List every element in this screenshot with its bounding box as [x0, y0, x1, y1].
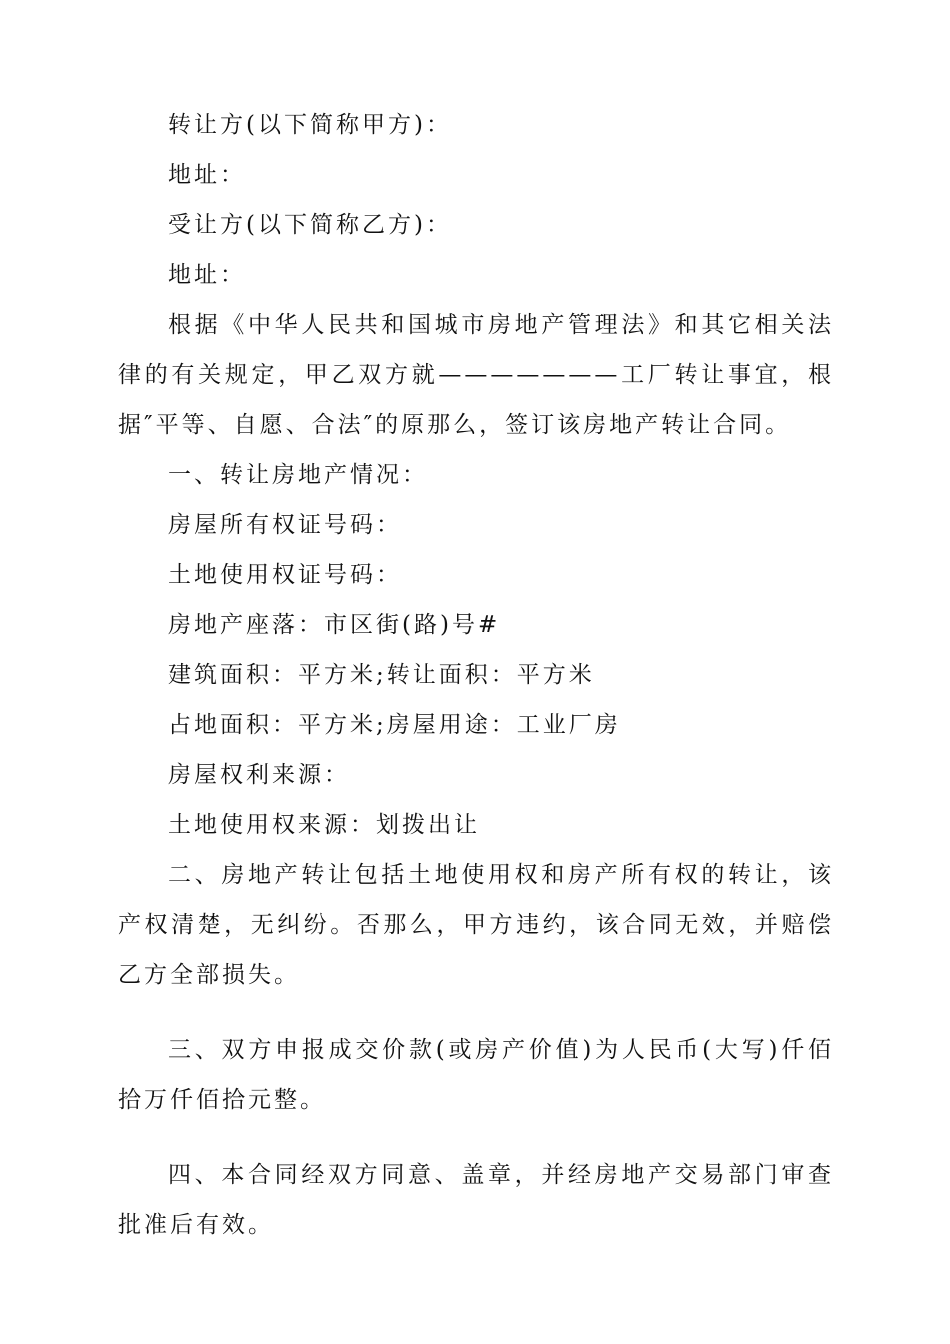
- section2-paragraph: 二、房地产转让包括土地使用权和房产所有权的转让，该产权清楚，无纠纷。否那么，甲方违约，该合同无效，并赔偿乙方全部损失。: [118, 862, 834, 988]
- section1-item-ownership-cert: 房屋所有权证号码：: [168, 512, 402, 538]
- section1-item-land-cert: 土地使用权证号码：: [168, 562, 402, 588]
- transferor-line: 转让方(以下简称甲方)：: [168, 112, 452, 138]
- transferor-address-line: 地址：: [168, 162, 246, 188]
- transferee-line: 受让方(以下简称乙方)：: [168, 212, 452, 238]
- section4-paragraph: 四、本合同经双方同意、盖章，并经房地产交易部门审查批准后有效。: [118, 1162, 834, 1238]
- intro-paragraph: 根据《中华人民共和国城市房地产管理法》和其它相关法律的有关规定，甲乙双方就———————工厂转让事宜，根据″平等、自愿、合法″的原那么，签订该房地产转让合同。: [118, 312, 834, 438]
- paragraph-spacer: [118, 1000, 834, 1025]
- section1-item-building-area: 建筑面积：平方米;转让面积：平方米: [168, 662, 595, 688]
- section1-item-land-area: 占地面积：平方米;房屋用途：工业厂房: [168, 712, 621, 738]
- transferee-address-line: 地址：: [168, 262, 246, 288]
- section3-paragraph: 三、双方申报成交价款(或房产价值)为人民币(大写)仟佰拾万仟佰拾元整。: [118, 1037, 834, 1113]
- section1-item-land-rights-source: 土地使用权来源：划拨出让: [168, 812, 480, 838]
- section1-title: 一、转让房地产情况：: [168, 462, 428, 488]
- section1-item-house-rights-source: 房屋权利来源：: [168, 762, 350, 788]
- section1-item-location: 房地产座落：市区街(路)号#: [168, 612, 501, 638]
- document-body: [118, 100, 834, 1250]
- paragraph-spacer: [118, 1125, 834, 1150]
